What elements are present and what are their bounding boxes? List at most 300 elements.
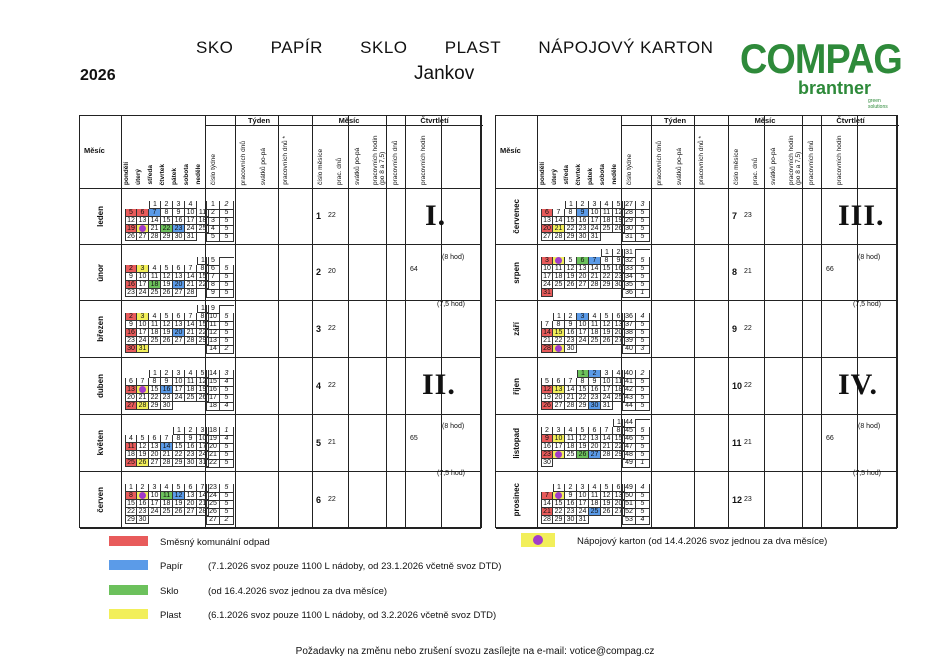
day-number: 12 [602, 321, 611, 328]
logo-compag: COMPAG [740, 35, 902, 82]
week-workdays: 5 [636, 402, 650, 411]
day-number: 30 [138, 516, 147, 523]
week-workdays [220, 257, 234, 258]
day-number: 15 [602, 265, 611, 272]
day-number: 21 [543, 508, 551, 515]
day-cell [589, 321, 601, 329]
month-block-říjen [496, 358, 897, 415]
week-number: 18 [206, 427, 220, 436]
day-cell [137, 443, 149, 451]
day-number: 26 [543, 402, 551, 409]
day-cell [541, 281, 553, 289]
day-cell [161, 233, 173, 241]
day-number: 12 [127, 217, 135, 224]
day-cell [137, 289, 149, 297]
day-cell [541, 378, 553, 386]
day-cell [173, 394, 185, 402]
day-number: 29 [602, 281, 611, 288]
month-block-listopad [496, 415, 897, 472]
day-number: 24 [590, 225, 599, 232]
day-cell [553, 443, 565, 451]
day-number: 29 [174, 459, 183, 466]
month-number: 1 [316, 211, 322, 221]
day-number: 1 [581, 370, 585, 377]
day-number: 13 [590, 435, 599, 442]
legend-karton: Nápojový karton (od 14.4.2026 svoz jednou za dva měsíce) [577, 536, 828, 547]
day-number: 21 [566, 394, 575, 401]
week-number: 41 [622, 378, 636, 387]
day-number: 15 [198, 321, 207, 328]
day-cell [125, 329, 137, 337]
day-number: 31 [186, 233, 195, 240]
week-workdays: 5 [636, 386, 650, 395]
week-workdays: 5 [636, 508, 650, 517]
day-cell [125, 394, 137, 402]
day-number: 8 [200, 313, 205, 320]
day-cell [553, 337, 565, 345]
day-number: 10 [554, 435, 563, 442]
day-number: 13 [150, 443, 159, 450]
day-number: 22 [614, 443, 623, 450]
month-workdays: 22 [328, 212, 336, 219]
week-number: 49 [622, 484, 636, 493]
day-cell [541, 492, 553, 500]
day-cell [149, 435, 161, 443]
day-number: 8 [129, 492, 133, 499]
day-cell [161, 329, 173, 337]
week-number: 29 [622, 217, 636, 226]
header-tyden: Týden [205, 116, 313, 126]
day-number: 13 [138, 217, 147, 224]
header-day-3: čtvrtek [159, 163, 166, 185]
day-number: 22 [554, 508, 563, 515]
day-number: 2 [616, 249, 621, 256]
month-number: 5 [316, 437, 322, 448]
day-cell [185, 443, 197, 451]
week-number: 36 [622, 313, 636, 322]
quarter-hours-75: (7,5 hod) [853, 470, 882, 477]
day-number: 14 [566, 386, 575, 393]
day-cell [149, 370, 161, 378]
day-number: 16 [590, 386, 599, 393]
week-workdays: 5 [636, 321, 650, 330]
month-name-label: leden [96, 206, 105, 227]
day-cell [149, 313, 161, 321]
day-cell [125, 225, 137, 233]
day-number: 10 [602, 378, 611, 385]
day-number: 3 [604, 370, 609, 377]
day-cell [161, 313, 173, 321]
month-block-srpen [496, 245, 897, 301]
day-number: 19 [162, 281, 171, 288]
day-number: 27 [590, 451, 599, 458]
day-cell [173, 233, 185, 241]
day-cell [541, 209, 553, 217]
day-cell [161, 386, 173, 394]
day-cell [589, 201, 601, 209]
day-cell [553, 451, 565, 459]
day-cell [125, 451, 137, 459]
day-cell [161, 402, 173, 410]
day-number: 9 [616, 257, 621, 264]
day-cell [173, 273, 185, 281]
month-name-label: prosinec [512, 483, 521, 517]
day-number: 30 [614, 281, 623, 288]
day-number: 10 [578, 321, 587, 328]
day-number: 7 [556, 209, 561, 216]
day-cell [601, 435, 613, 443]
day-cell [149, 225, 161, 233]
header-mesic: Měsíc [500, 146, 521, 155]
week-number: 24 [206, 492, 220, 501]
day-cell [601, 217, 613, 225]
day-number: 24 [198, 451, 207, 458]
day-number: 9 [164, 378, 169, 385]
day-cell [565, 451, 577, 459]
week-number: 49 [622, 459, 636, 468]
week-workdays: 4 [636, 313, 650, 322]
day-cell [149, 233, 161, 241]
day-cell [553, 321, 565, 329]
day-cell [601, 337, 613, 345]
week-number: 30 [622, 225, 636, 234]
week-number: 17 [206, 394, 220, 403]
month-name [80, 245, 121, 300]
header-day-6: neděle [611, 164, 618, 185]
day-number: 12 [543, 386, 551, 393]
day-number: 28 [150, 233, 159, 240]
day-number: 24 [150, 508, 159, 515]
week-number: 47 [622, 443, 636, 452]
day-number: 23 [162, 394, 171, 401]
day-number: 3 [556, 427, 561, 434]
week-workdays: 5 [636, 209, 650, 218]
day-number: 27 [127, 402, 135, 409]
day-cell [137, 273, 149, 281]
day-cell [161, 459, 173, 467]
day-cell [161, 281, 173, 289]
day-cell [601, 451, 613, 459]
day-cell [553, 386, 565, 394]
week-number: 9 [206, 305, 220, 314]
day-cell [173, 225, 185, 233]
month-number: 8 [732, 267, 738, 277]
day-cell [589, 337, 601, 345]
day-cell [565, 273, 577, 281]
month-workdays: 22 [744, 324, 752, 332]
day-number: 20 [578, 273, 587, 280]
compag-logo [740, 35, 902, 110]
day-number: 19 [578, 443, 587, 450]
day-number: 1 [605, 249, 609, 256]
month-name [496, 415, 537, 471]
day-number: 6 [176, 265, 181, 272]
day-number: 15 [198, 273, 207, 280]
quarter-days: 64 [410, 266, 418, 273]
week-number: 31 [622, 233, 636, 242]
header-month-col-0: číslo měsíce [733, 148, 740, 185]
legend-swatch-plast [109, 609, 148, 619]
day-cell [149, 443, 161, 451]
day-number: 6 [152, 435, 157, 442]
week-number: 14 [206, 370, 220, 379]
day-number: 29 [578, 402, 587, 409]
day-cell [589, 313, 601, 321]
day-cell [173, 329, 185, 337]
day-number: 11 [602, 209, 611, 216]
karton-dot-icon [139, 225, 146, 232]
month-name-label: červenec [512, 199, 521, 234]
day-number: 18 [150, 329, 159, 336]
week-number: 4 [206, 225, 220, 234]
day-number: 25 [602, 225, 611, 232]
day-cell [173, 451, 185, 459]
week-number: 7 [206, 273, 220, 282]
day-number: 28 [186, 337, 195, 344]
day-number: 16 [127, 281, 135, 288]
day-number: 4 [616, 370, 621, 377]
day-cell [577, 516, 589, 524]
day-cell [601, 329, 613, 337]
day-cell [589, 265, 601, 273]
day-number: 13 [543, 217, 551, 224]
day-number: 25 [150, 337, 159, 344]
karton-dot-icon [555, 345, 562, 352]
day-number: 12 [174, 492, 183, 499]
day-cell [137, 265, 149, 273]
week-number: 32 [622, 257, 636, 266]
day-number: 5 [604, 484, 609, 491]
day-number: 3 [545, 257, 549, 264]
header-month-col-3: pracovních hodin (po 8 a 7,5) [788, 135, 802, 185]
month-number: 9 [732, 323, 738, 334]
day-cell [149, 394, 161, 402]
day-number: 24 [174, 394, 183, 401]
week-workdays: 5 [636, 378, 650, 387]
week-workdays: 5 [636, 233, 650, 242]
day-number: 25 [590, 508, 599, 515]
day-cell [577, 201, 589, 209]
calendar-panel-left [79, 115, 482, 528]
day-cell [601, 484, 613, 492]
day-cell [161, 289, 173, 297]
day-number: 11 [198, 209, 207, 216]
header-ctvrtleti: Čtvrtletí [802, 116, 899, 126]
day-number: 29 [554, 516, 563, 523]
day-number: 15 [162, 217, 171, 224]
day-number: 27 [578, 281, 587, 288]
day-cell [565, 492, 577, 500]
day-cell [565, 337, 577, 345]
day-number: 20 [614, 329, 623, 336]
day-number: 22 [150, 394, 159, 401]
day-number: 3 [580, 313, 585, 320]
day-number: 7 [164, 435, 169, 442]
day-cell [601, 273, 613, 281]
day-number: 25 [150, 289, 159, 296]
day-cell [161, 435, 173, 443]
day-cell [589, 508, 601, 516]
day-number: 27 [138, 233, 147, 240]
week-number: 51 [622, 500, 636, 509]
quarter-roman: I. [425, 199, 447, 232]
month-name [496, 245, 537, 300]
day-number: 4 [568, 427, 573, 434]
day-cell [185, 378, 197, 386]
day-number: 21 [186, 281, 195, 288]
day-number: 25 [554, 281, 563, 288]
day-number: 5 [129, 209, 133, 216]
day-cell [125, 337, 137, 345]
week-workdays: 2 [220, 201, 234, 210]
day-number: 24 [138, 289, 147, 296]
day-number: 6 [545, 209, 549, 216]
day-number: 2 [580, 201, 585, 208]
day-number: 28 [590, 281, 599, 288]
day-cell [173, 386, 185, 394]
day-cell [541, 394, 553, 402]
day-number: 9 [188, 435, 193, 442]
month-number: 4 [316, 380, 322, 391]
month-workdays: 22 [328, 324, 336, 332]
quarter-hours-8: (8 hod) [858, 423, 881, 430]
day-cell [553, 225, 565, 233]
day-cell [161, 394, 173, 402]
day-number: 31 [602, 402, 611, 409]
day-cell [125, 217, 137, 225]
week-workdays: 3 [220, 370, 234, 379]
day-number: 7 [188, 265, 193, 272]
week-number: 5 [206, 233, 220, 242]
day-number: 23 [186, 451, 195, 458]
day-cell [589, 500, 601, 508]
day-number: 6 [129, 378, 133, 385]
day-number: 28 [554, 233, 563, 240]
day-cell [125, 289, 137, 297]
day-number: 12 [162, 273, 171, 280]
day-cell [161, 378, 173, 386]
day-number: 7 [188, 313, 193, 320]
header-day-4: pátek [171, 168, 178, 185]
category-papir: PAPÍR [270, 38, 323, 57]
day-cell [185, 321, 197, 329]
month-name-label: květen [96, 430, 105, 456]
day-number: 31 [578, 516, 587, 523]
day-cell [185, 484, 197, 492]
day-number: 23 [138, 508, 147, 515]
week-number: 38 [622, 329, 636, 338]
day-number: 14 [150, 217, 159, 224]
day-cell [149, 201, 161, 209]
day-number: 19 [127, 225, 135, 232]
day-cell [161, 508, 173, 516]
day-cell [161, 492, 173, 500]
day-cell [601, 492, 613, 500]
day-cell [125, 281, 137, 289]
week-workdays: 4 [636, 484, 650, 493]
day-number: 6 [580, 257, 585, 264]
day-number: 5 [176, 484, 181, 491]
day-number: 23 [614, 273, 623, 280]
day-cell [589, 257, 601, 265]
day-cell [589, 394, 601, 402]
day-cell [149, 402, 161, 410]
day-cell [173, 459, 185, 467]
week-workdays: 5 [636, 329, 650, 338]
day-cell [185, 225, 197, 233]
week-number: 34 [622, 273, 636, 282]
day-number: 3 [176, 201, 181, 208]
day-number: 30 [174, 233, 183, 240]
day-cell [173, 492, 185, 500]
panel-header [80, 116, 481, 189]
day-cell [149, 281, 161, 289]
day-number: 25 [590, 337, 599, 344]
day-number: 5 [200, 370, 205, 377]
day-cell [601, 386, 613, 394]
day-number: 11 [150, 321, 159, 328]
month-number: 10 [732, 380, 743, 391]
week-number: 2 [206, 209, 220, 218]
day-number: 23 [174, 225, 183, 232]
week-workdays: 5 [636, 443, 650, 452]
week-number: 53 [622, 516, 636, 525]
day-cell [125, 402, 137, 410]
month-name [80, 189, 121, 244]
day-cell [577, 233, 589, 241]
day-number: 14 [590, 265, 599, 272]
header-week-col-3: pracovních dnů * [698, 136, 705, 185]
day-number: 21 [162, 451, 171, 458]
day-cell [137, 508, 149, 516]
day-number: 8 [580, 378, 585, 385]
day-number: 19 [543, 394, 551, 401]
day-number: 30 [162, 402, 171, 409]
day-cell [589, 209, 601, 217]
day-number: 29 [566, 233, 575, 240]
day-number: 6 [556, 378, 561, 385]
week-number: 22 [206, 459, 220, 468]
day-cell [149, 508, 161, 516]
day-cell [601, 257, 613, 265]
day-cell [553, 345, 565, 353]
day-cell [149, 209, 161, 217]
day-number: 26 [602, 508, 611, 515]
day-cell [601, 402, 613, 410]
week-workdays: 3 [636, 345, 650, 354]
day-cell [601, 209, 613, 217]
karton-dot-icon [555, 257, 562, 264]
day-number: 16 [162, 386, 171, 393]
day-number: 5 [568, 257, 573, 264]
day-cell [137, 225, 149, 233]
week-number: 40 [622, 370, 636, 379]
day-number: 6 [616, 484, 621, 491]
day-number: 15 [554, 500, 563, 507]
day-number: 2 [129, 313, 133, 320]
day-cell [601, 508, 613, 516]
week-workdays: 4 [636, 516, 650, 525]
day-cell [185, 459, 197, 467]
day-number: 1 [201, 305, 205, 312]
month-block-březen [80, 301, 481, 358]
day-number: 13 [614, 492, 623, 499]
day-number: 11 [127, 443, 135, 450]
day-number: 16 [614, 265, 623, 272]
day-number: 2 [568, 313, 573, 320]
day-number: 13 [174, 273, 183, 280]
day-cell [125, 508, 137, 516]
